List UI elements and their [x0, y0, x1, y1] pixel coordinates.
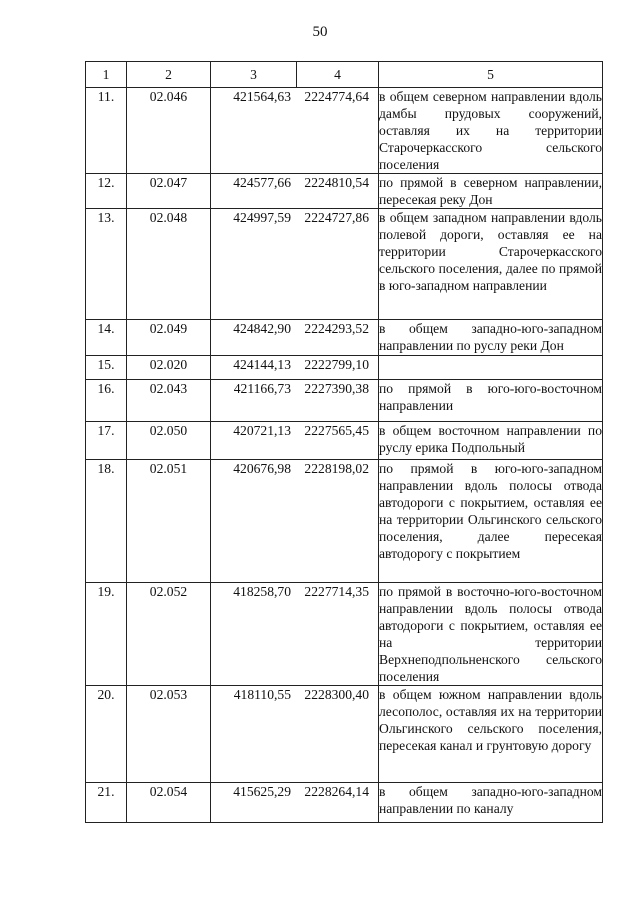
boundary-description: [379, 783, 603, 823]
table-row: [86, 356, 603, 380]
description-text: в общем северном направлении вдоль дамбы прудовых сооружений, оставляя их на территории Старочеркасского сельского поселения: [379, 89, 602, 172]
table-row: [86, 174, 603, 209]
point-code: 02.049: [127, 320, 211, 356]
point-code: 02.053: [127, 686, 211, 783]
coordinates-cell: [211, 174, 379, 209]
coordinates-cell: [211, 460, 379, 583]
boundary-description: [379, 174, 603, 209]
column-header-point-code: 2: [127, 62, 211, 88]
coordinate-y: 2228300,40: [304, 687, 369, 702]
row-number: 21.: [86, 783, 127, 823]
description-text: по прямой в северном направлении, пересекая реку Дон: [379, 175, 602, 207]
table-header-row: [86, 62, 603, 88]
boundary-description: [379, 583, 603, 686]
point-code: 02.048: [127, 209, 211, 320]
description-text: в общем западно-юго-западном направлении по каналу: [379, 784, 602, 816]
column-header-x: 3: [211, 62, 297, 88]
column-header-number: 1: [86, 62, 127, 88]
coordinate-x: 424577,66: [233, 175, 291, 190]
coordinate-x: 418258,70: [233, 584, 291, 599]
coordinates-cell: [211, 320, 379, 356]
coordinate-y: 2227714,35: [304, 584, 369, 599]
point-code: 02.054: [127, 783, 211, 823]
page-number: 50: [312, 24, 328, 40]
boundary-description: [379, 209, 603, 320]
description-text: в общем восточном направлении по руслу ерика Подпольный: [379, 423, 602, 455]
coordinate-x: 424997,59: [233, 210, 291, 225]
table-row: [86, 380, 603, 422]
table-row: [86, 686, 603, 783]
table-row: [86, 320, 603, 356]
coordinate-y: 2224810,54: [304, 175, 369, 190]
table-row: [86, 209, 603, 320]
point-code: 02.051: [127, 460, 211, 583]
table-row: [86, 783, 603, 823]
coordinates-cell: [211, 686, 379, 783]
table-row: [86, 88, 603, 174]
coordinate-x: 421166,73: [233, 381, 291, 396]
coordinates-cell: [211, 583, 379, 686]
row-number: 16.: [86, 380, 127, 422]
description-text: по прямой в юго-юго-западном направлении вдоль полосы отвода автодороги с покрытием, оставляя ее на территории Ольгинского сельского поселения, далее пересекая автодорогу с покрытием: [379, 461, 602, 561]
coordinates-cell: [211, 356, 379, 380]
table-row: [86, 460, 603, 583]
point-code: 02.052: [127, 583, 211, 686]
coordinate-x: 415625,29: [233, 784, 291, 799]
coordinate-y: 2228264,14: [304, 784, 369, 799]
point-code: 02.043: [127, 380, 211, 422]
coordinate-y: 2222799,10: [304, 357, 369, 372]
coordinate-x: 424144,13: [233, 357, 291, 372]
boundary-description: [379, 320, 603, 356]
coordinate-x: 420676,98: [233, 461, 291, 476]
row-number: 19.: [86, 583, 127, 686]
description-text: в общем южном направлении вдоль лесополос, оставляя их на территории Ольгинского сельского поселения, пересекая канал и грунтовую дорогу: [379, 687, 602, 753]
description-text: в общем западно-юго-западном направлении по руслу реки Дон: [379, 321, 602, 353]
coordinates-cell: [211, 380, 379, 422]
table-row: [86, 583, 603, 686]
coordinates-cell: [211, 783, 379, 823]
table-body: [86, 88, 603, 823]
coordinate-x: 418110,55: [233, 687, 291, 702]
coordinate-x: 421564,63: [233, 89, 291, 104]
description-text: по прямой в восточно-юго-восточном направлении вдоль полосы отвода автодороги с покрытием, оставляя ее на территории Верхнеподпольненского сельского поселения: [379, 584, 602, 684]
row-number: 11.: [86, 88, 127, 174]
row-number: 15.: [86, 356, 127, 380]
boundary-description: [379, 460, 603, 583]
coordinate-x: 424842,90: [233, 321, 291, 336]
point-code: 02.050: [127, 422, 211, 460]
description-text: по прямой в юго-юго-восточном направлении: [379, 381, 602, 413]
row-number: 14.: [86, 320, 127, 356]
boundary-description: [379, 686, 603, 783]
coordinate-y: 2227565,45: [304, 423, 369, 438]
column-header-description: 5: [379, 62, 603, 88]
boundary-description: [379, 356, 603, 380]
coordinate-y: 2224293,52: [304, 321, 369, 336]
boundary-description: [379, 380, 603, 422]
row-number: 18.: [86, 460, 127, 583]
boundary-description: [379, 422, 603, 460]
coordinate-y: 2224727,86: [304, 210, 369, 225]
coordinate-y: 2224774,64: [304, 89, 369, 104]
description-text: в общем западном направлении вдоль полевой дороги, оставляя ее на территории Старочеркасского сельского поселения, далее по прямой в юго-западном направлении: [379, 210, 602, 293]
row-number: 20.: [86, 686, 127, 783]
point-code: 02.020: [127, 356, 211, 380]
column-header-y: 4: [297, 62, 379, 88]
coordinates-cell: [211, 209, 379, 320]
coordinates-cell: [211, 422, 379, 460]
row-number: 17.: [86, 422, 127, 460]
coordinate-x: 420721,13: [233, 423, 291, 438]
coordinate-y: 2228198,02: [304, 461, 369, 476]
row-number: 12.: [86, 174, 127, 209]
boundary-description: [379, 88, 603, 174]
point-code: 02.047: [127, 174, 211, 209]
point-code: 02.046: [127, 88, 211, 174]
table-row: [86, 422, 603, 460]
row-number: 13.: [86, 209, 127, 320]
coordinates-cell: [211, 88, 379, 174]
coordinate-y: 2227390,38: [304, 381, 369, 396]
boundary-points-table: [85, 61, 603, 823]
